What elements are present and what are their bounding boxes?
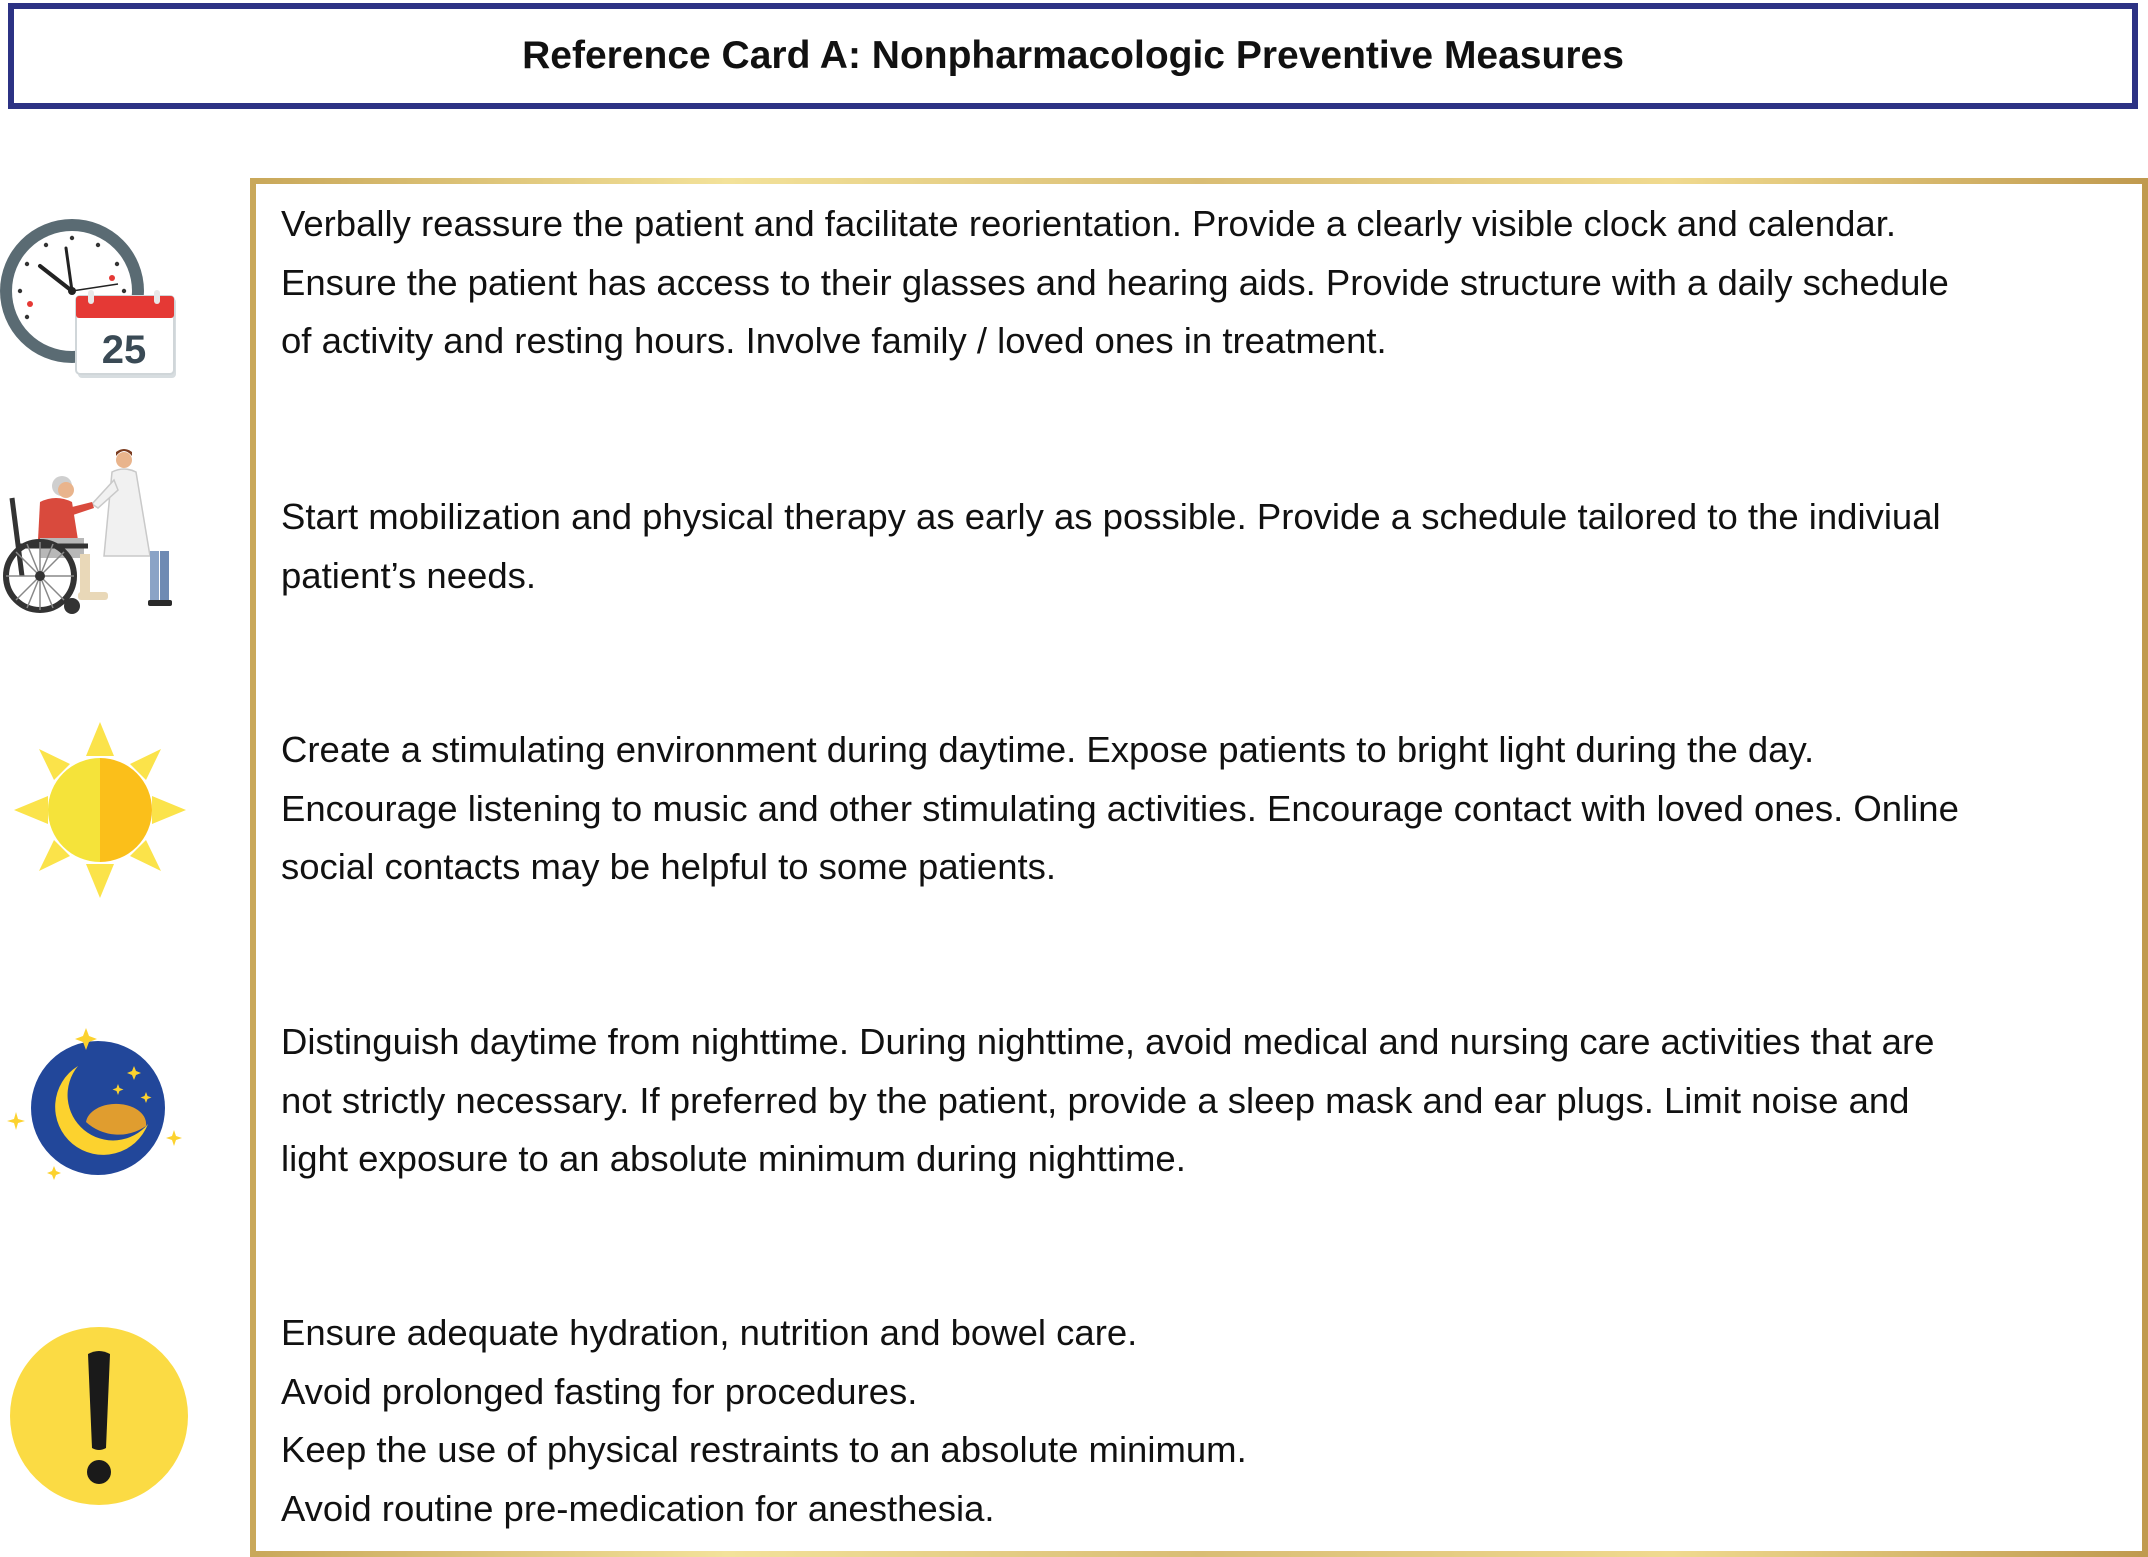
measure-line: patient’s needs. — [281, 554, 537, 596]
measure-line: social contacts may be helpful to some patients. — [281, 846, 1057, 887]
measure-line: Start mobilization and physical therapy as early as possible. Provide a schedule tailored to the indiviual — [281, 496, 1941, 537]
warning-exclamation-icon — [10, 1326, 190, 1506]
measure-line: of activity and resting hours. Involve family / loved ones in treatment. — [281, 320, 1387, 361]
measure-daytime-stimulation — [281, 721, 2111, 897]
clock-calendar-icon — [0, 218, 180, 380]
calendar-day-number: 25 — [101, 328, 147, 372]
measure-mobilization — [281, 488, 2111, 605]
title-banner — [8, 3, 2138, 109]
measure-line: Encourage listening to music and other stimulating activities. Encourage contact with loved ones. Online — [281, 787, 1959, 829]
measure-reorientation — [281, 195, 2111, 371]
measure-line: Avoid prolonged fasting for procedures. — [281, 1370, 918, 1412]
measure-general-care — [281, 1304, 2111, 1538]
measure-line: Verbally reassure the patient and facilitate reorientation. Provide a clearly visible clock and calendar. — [281, 203, 1897, 244]
measure-line: not strictly necessary. If preferred by the patient, provide a sleep mask and ear plugs. Limit noise and — [281, 1079, 1910, 1121]
measure-line: Create a stimulating environment during daytime. Expose patients to bright light during the day. — [281, 729, 1815, 770]
wheelchair-mobilization-icon — [0, 446, 180, 621]
measure-line: Avoid routine pre-medication for anesthesia. — [281, 1487, 995, 1529]
measure-line: Ensure adequate hydration, nutrition and bowel care. — [281, 1312, 1138, 1353]
page-title: Reference Card A: Nonpharmacologic Preventive Measures — [522, 34, 1624, 77]
sun-icon — [14, 722, 186, 898]
measure-line: Keep the use of physical restraints to an absolute minimum. — [281, 1429, 1247, 1470]
moon-night-icon — [6, 1026, 186, 1182]
measure-nighttime — [281, 1013, 2111, 1189]
measure-line: light exposure to an absolute minimum during nighttime. — [281, 1138, 1186, 1179]
measure-line: Distinguish daytime from nighttime. During nighttime, avoid medical and nursing care activities that are — [281, 1021, 1935, 1062]
measure-line: Ensure the patient has access to their glasses and hearing aids. Provide structure with a daily schedule — [281, 261, 1949, 303]
